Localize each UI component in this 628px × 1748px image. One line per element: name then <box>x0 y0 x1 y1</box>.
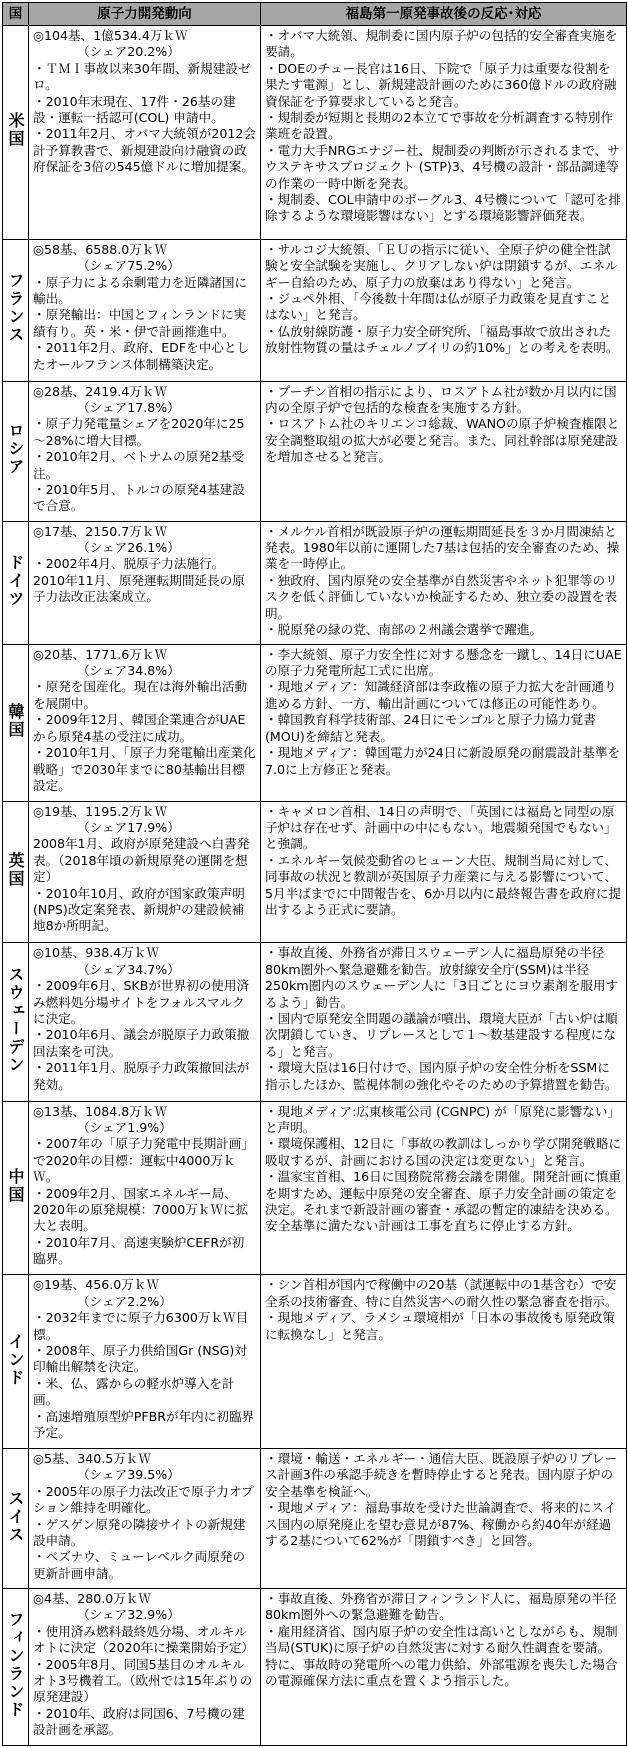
trend-line: ・2010年1月、「原子力発電輸出産業化戦略」で2030年までに80基輸出目標設定。 <box>33 745 256 793</box>
trend-line: ・2032年までに原子力6300万ｋＷ目標。 <box>33 1310 249 1342</box>
country-cell <box>3 943 29 1101</box>
response-cell <box>261 1275 627 1449</box>
trend-line: ・2011年2月、オバマ大統領が2012会計予算教書で、新規建設向け融資の政府保証を3倍の545億ドルに増加提案。 <box>33 126 256 175</box>
response-line: ・メルケル首相が既設原子炉の運転期間延長を３か月間凍結と発表。1980年以前に運開した7基は包括的安全審査のため、操業を一時停止。 <box>265 523 620 572</box>
trend-line: ・2010年、政府は同国6、7号機の建設計画を承認。 <box>33 1705 245 1738</box>
header-post-accident-response: 福島第一原発事故後の反応･対応 <box>261 3 627 26</box>
table-row <box>3 26 627 240</box>
trend-line: ・ベズナウ、ミューレベルク両原発の更新計画申請。 <box>33 1549 246 1581</box>
country-name: 米国 <box>6 112 25 149</box>
response-line: ・現地メディア:広東核電公司 (CGNPC) が「原発に影響ない」と声明。 <box>265 1103 621 1135</box>
trend-line: ◎10基、938.4万ｋＷ <box>33 945 160 961</box>
response-line: ・仏放射線防護・原子力安全研究所、「福島事故で放出された放射性物質の量はチェルノブイリの約10%」との考えを表明。 <box>265 323 619 356</box>
response-line: ・李大統領、原子力安全性に対する懸念を一蹴し、14日にUAEの原子力発電所起工式に出席。 <box>265 646 622 679</box>
trend-line: 2008年1月、政府が原発建設へ白書発表。（2018年頃の新規原発の運開を想定） <box>33 836 250 885</box>
response-cell <box>261 26 627 240</box>
response-line: ・サルコジ大統領、「ＥＵの指示に従い、全原子炉の健全性試験と安全試験を実施し、クリアしない炉は閉鎖するが、エネルギー自給のため、原子力の放棄はあり得ない」と発言。 <box>265 241 618 290</box>
trend-line: ・2009年2月、国家エネルギー局、2020年の原発規模：7000万ｋＷに拡大と表明。 <box>33 1185 249 1234</box>
country-cell <box>3 1449 29 1589</box>
response-cell <box>261 801 627 943</box>
response-line: ・エネルギー気候変動省のヒューン大臣、規制当局に対して、同事故の状況と教訓が英国原子力産業に与える影響について、5月半ばまでに中間報告を、6か月以内に最終報告書を政府に提出するよう正式に要請。 <box>265 852 622 917</box>
response-line: ・事故直後、外務省が滞日スウェーデン人に福島原発の半径80km圏外へ緊急避難を勧告。放射線安全庁(SSM)は半径250km圏内のスウェーデン人に「3日ごとにヨウ素剤を服用するよう」勧告。 <box>265 945 619 1010</box>
table-row <box>3 801 627 943</box>
trend-line: ◎104基、1億534.4万ｋＷ <box>33 28 188 43</box>
trend-line: 2010年11月、原発運転期間延長の原子力法改正法案成立。 <box>33 572 245 605</box>
trend-line: （シェア17.9%） <box>33 819 180 835</box>
country-cell <box>3 1101 29 1275</box>
table-header-row <box>3 3 627 26</box>
country-name: 中国 <box>6 1167 25 1204</box>
response-line: ・キャメロン首相、14日の声明で、「英国には福島と同型の原子炉は存在せず、計画中の中にもない。地震頻発国でもない」と強調。 <box>265 803 617 852</box>
response-line: ・脱原発の緑の党、南部の２州議会選挙で躍進。 <box>265 621 543 637</box>
trend-line: ・ＴＭＩ事故以来30年間、新規建設ゼロ。 <box>33 60 251 93</box>
response-line: ・現地メディア、ラメシュ環境相が「日本の事故後も原発政策に転換なし」と発言。 <box>265 1310 615 1342</box>
trend-line: ・2005年8月、同国5基目のオルキルオト3号機着工。（欧州では15年ぶりの原発建設） <box>33 1656 253 1705</box>
response-line: ・現地メディア：韓国電力が24日に新設原発の耐震設計基準を7.0に上方修正と発表。 <box>265 745 621 777</box>
response-line: ・韓国教育科学技術部、24日にモンゴルと原子力協力覚書(MOU)を締結と発表。 <box>265 712 596 744</box>
trend-line: ・2007年の「原子力発電中長期計画」で2020年の目標：運転中4000万ｋＷ。 <box>33 1136 254 1185</box>
development-trend-cell <box>29 1101 261 1275</box>
development-trend-cell <box>29 1589 261 1746</box>
trend-line: ・2010年7月、高速実験炉CEFRが初臨界。 <box>33 1234 245 1267</box>
country-name: 英国 <box>6 851 25 888</box>
response-line: ・国内で原発安全問題の議論が噴出、環境大臣が「古い炉は順次閉鎖していき、リプレースとして１～数基建設する程度になる」と発言。 <box>265 1010 618 1059</box>
response-line: ・ジュペ外相、「今後数十年間は仏が原子力政策を見直すことはない」と発言。 <box>265 290 612 323</box>
response-cell <box>261 1449 627 1589</box>
development-trend-cell <box>29 943 261 1101</box>
trend-line: ◎19基、1195.2万ｋＷ <box>33 803 168 819</box>
trend-line: （シェア17.8%） <box>33 399 180 415</box>
response-line: ・DOEのチュー長官は16日、下院で「原子力は重要な役割を果たす電源」とし、新規建設計画のために360億ドルの政府融資保証を予算要求していると発言。 <box>265 60 617 109</box>
development-trend-cell <box>29 1449 261 1589</box>
trend-line: （シェア26.1%） <box>33 539 180 555</box>
response-line: ・シン首相が国内で稼働中の20基（試運転中の1基含む）で安全系の技術審査、特に自然災害への耐久性の緊急審査を指示。 <box>265 1277 618 1309</box>
response-line: ・事故直後、外務省が滞日フィンランド人に、福島原発の半径80km圏外への緊急避難を勧告。 <box>265 1591 617 1623</box>
response-line: ・独政府、国内原発の安全基準が自然災害やネット犯罪等のリスクを低く評価していないか検証するため、独立委の設置を表明。 <box>265 572 618 621</box>
trend-line: ・米、仏、露からの軽水炉導入を計画。 <box>33 1375 235 1408</box>
country-name: ドイツ <box>6 553 25 608</box>
table-row <box>3 239 627 381</box>
country-cell <box>3 521 29 644</box>
response-line: ・規制委が短期と長期の2本立てで事故を分析調査する特別作業班を設置。 <box>265 110 614 142</box>
response-line: ・現地メディア：福島事故を受けた世論調査で、将来的にスイス国内の原発廃止を望む意見が87%、稼働から約40年が経過する2基について62%が「閉鎖すべき」と回答。 <box>265 1500 617 1549</box>
trend-line: ・2002年4月、脱原子力法施行。 <box>33 556 225 572</box>
response-line: ・オバマ大統領、規制委に国内原子炉の包括的安全審査実施を要請。 <box>265 28 618 60</box>
development-trend-cell <box>29 239 261 381</box>
response-cell <box>261 239 627 381</box>
response-line: ・環境・輸送・エネルギー・通信大臣、既設原子炉のリプレース計画3件の承認手続きを暫時停止すると発表。国内原子炉の安全基準を検証へ。 <box>265 1451 618 1499</box>
trend-line: ◎13基、1084.8万ｋＷ <box>33 1103 168 1119</box>
country-cell <box>3 26 29 240</box>
trend-line: ・2009年12月、韓国企業連合がUAEから原発4基の受注に成功。 <box>33 712 246 744</box>
development-trend-cell <box>29 521 261 644</box>
response-cell <box>261 644 627 801</box>
response-line: ・環境大臣は16日付けで、国内原子炉の安全性分析をSSMに指示したほか、監視体制の強化やそのための予算措置を勧告。 <box>265 1060 618 1092</box>
trend-line: ・2008年、原子力供給国Gr (NSG)対印輸出解禁を決定。 <box>33 1342 247 1375</box>
header-development-trend: 原子力開発動向 <box>29 3 261 26</box>
trend-line: ・2010年10月、政府が国家政策声明 (NPS)改定案発表、新規炉の建設候補地8か所明記。 <box>33 885 245 934</box>
header-country: 国 <box>3 3 29 26</box>
development-trend-cell <box>29 1275 261 1449</box>
country-cell <box>3 1275 29 1449</box>
trend-line: ・2010年6月、議会が脱原子力政策撤回法案を可決。 <box>33 1027 250 1059</box>
trend-line: ・2011年1月、脱原子力政策撤回法が発効。 <box>33 1060 250 1092</box>
response-line: ・雇用経済省、国内原子炉の安全性は高いとしながらも、規制当局(STUK)に原子炉の自然災害に対する耐久性調査を要請。特に、事故時の発電所への電力供給、外部電源を喪失した場合の電源確保方法に重点を置くよう指示した。 <box>265 1623 618 1689</box>
response-line: ・現地メディア：知識経済部は李政権の原子力拡大を計画通り進める方針、一方、輸出計画については修正の可能性あり。 <box>265 679 617 711</box>
trend-line: ・2010年5月、トルコの原発4基建設で合意。 <box>33 481 245 514</box>
trend-line: ・原発を国産化。現在は海外輸出活動を展開中。 <box>33 679 248 711</box>
table-row <box>3 1589 627 1746</box>
trend-line: ◎19基、456.0万ｋＷ <box>33 1277 160 1293</box>
table-row <box>3 644 627 801</box>
country-name: スイス <box>6 1489 25 1544</box>
trend-line: （シェア1.9%） <box>33 1119 172 1135</box>
response-cell <box>261 1589 627 1746</box>
development-trend-cell <box>29 26 261 240</box>
table-row <box>3 381 627 521</box>
development-trend-cell <box>29 801 261 943</box>
country-name: スウェーデン <box>6 965 25 1074</box>
trend-line: ◎20基、1771.6万ｋＷ <box>33 646 168 662</box>
response-line: ・プーチン首相の指示により、ロスアトム社が数か月以内に国内の全原子炉で包括的な検査を実施する方針。 <box>265 383 617 415</box>
response-cell <box>261 943 627 1101</box>
trend-line: ・高速増殖原型炉PFBRが年内に初臨界予定。 <box>33 1408 255 1440</box>
development-trend-cell <box>29 381 261 521</box>
trend-line: ◎4基、280.0万ｋＷ <box>33 1591 152 1607</box>
table-row <box>3 1449 627 1589</box>
country-cell <box>3 239 29 381</box>
trend-line: （シェア39.5%） <box>33 1467 180 1483</box>
response-line: ・環境保護相、12日に「事故の教訓はしっかり学び開発戦略に吸収するが、計画における国の決定は変更ない」と発言。 <box>265 1136 622 1168</box>
response-line: ・規制委、COL申請中のボーグル3、4号機について「認可を排除するような環境影響はない」とする環境影響評価発表。 <box>265 192 621 224</box>
trend-line: ◎28基、2419.4万ｋＷ <box>33 383 168 399</box>
country-name: ロシア <box>6 422 25 477</box>
trend-line: （シェア75.2%） <box>33 258 180 274</box>
nuclear-policy-table <box>2 2 627 1746</box>
trend-line: （シェア34.7%） <box>33 961 180 977</box>
trend-line: ・原発輸出：中国とフィンランドに実績有り。英・米・伊で計画推進中。 <box>33 307 247 339</box>
response-line: ・電力大手NRGエナジー社、規制委の判断が示されるまで、サウステキサスプロジェクト (STP)3、4号機の設計・部品調達等の作業の一時中断を発表。 <box>265 142 620 191</box>
trend-line: ◎58基、6588.0万ｋＷ <box>33 241 168 257</box>
trend-line: ・使用済み燃料最終処分場、オルキルオトに決定（2020年に操業開始予定） <box>33 1623 254 1656</box>
country-name: インド <box>6 1332 25 1387</box>
response-line: ・ロスアトム社のキリエンコ総裁、WANOの原子炉検査権限と安全調整取組の拡大が必要と発言。また、同社幹部は原発建設を増加させると発言。 <box>265 416 620 465</box>
trend-line: ・原子力による余剰電力を近隣諸国に輸出。 <box>33 274 248 306</box>
country-cell <box>3 1589 29 1746</box>
trend-line: ◎5基、340.5万ｋＷ <box>33 1451 152 1467</box>
response-cell <box>261 1101 627 1275</box>
trend-line: （シェア20.2%） <box>33 44 180 60</box>
country-cell <box>3 381 29 521</box>
trend-line: ◎17基、2150.7万ｋＷ <box>33 523 168 539</box>
table-row <box>3 943 627 1101</box>
country-name: フィンランド <box>6 1611 25 1719</box>
development-trend-cell <box>29 644 261 801</box>
trend-line: （シェア32.9%） <box>33 1607 180 1623</box>
country-name: フランス <box>6 272 25 345</box>
response-cell <box>261 521 627 644</box>
trend-line: （シェア2.2%） <box>33 1293 172 1309</box>
trend-line: ・2010年末現在、17件・26基の建設・運転一括認可(COL) 申請中。 <box>33 93 236 126</box>
response-cell <box>261 381 627 521</box>
country-name: 韓国 <box>6 702 25 739</box>
trend-line: （シェア34.8%） <box>33 663 180 679</box>
trend-line: ・2005年の原子力法改正で原子力オプション維持を明確化。 <box>33 1483 254 1516</box>
country-cell <box>3 801 29 943</box>
table-row <box>3 521 627 644</box>
table-row <box>3 1101 627 1275</box>
trend-line: ・原子力発電量シェアを2020年に25～28%に増大目標。 <box>33 416 245 448</box>
trend-line: ・ゲスゲン原発の隣接サイトの新規建設申請。 <box>33 1516 246 1549</box>
trend-line: ・2009年6月、SKBが世界初の使用済み燃料処分場サイトをフォルスマルクに決定。 <box>33 978 250 1026</box>
trend-line: ・2011年2月、政府、EDFを中心としたオールフランス体制構築決定。 <box>33 340 250 372</box>
response-line: ・温家宝首相、16日に国務院常務会議を開催。開発計画に慎重を期すため、運転中原発の安全審査、原子力安全計画の策定を決定。それまで新設計画の審査・承認の暫定的凍結を決める。安全基準に満たない計画は工事を直ちに停止する方針。 <box>265 1169 622 1234</box>
trend-line: ・2010年2月、ベトナムの原発2基受注。 <box>33 449 245 481</box>
country-cell <box>3 644 29 801</box>
table-row <box>3 1275 627 1449</box>
